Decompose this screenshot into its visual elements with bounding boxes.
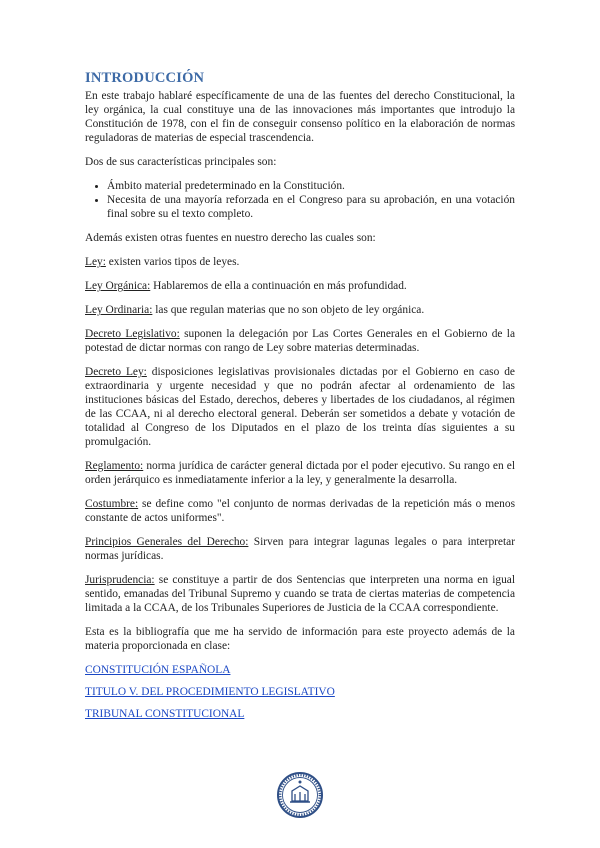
source-ley-ordinaria [85,303,515,317]
term-label: Ley: [85,256,106,268]
term-label: Costumbre: [85,498,139,510]
list-item: • Necesita de una mayoría reforzada en el Congreso para su aprobación, en una votación final sobre su el texto completo. [107,193,515,221]
link-constitucion-espanola[interactable]: CONSTITUCIÓN ESPAÑOLA [85,664,231,676]
term-definition: existen varios tipos de leyes. [105,256,240,268]
term-definition: se constituye a partir de dos Sentencias que interpreten una norma en igual sentido, emanadas del Tribunal Supremo y cuando se trata de ciertas materias de competencia limitada a la CCAA, de los Tribunales Superiores de Justicia de la CCAA correspondiente. [85,574,515,614]
source-costumbre [85,497,515,525]
link-titulo-v[interactable]: TITULO V. DEL PROCEDIMIENTO LEGISLATIVO [85,686,335,698]
source-decreto-ley [85,365,515,449]
term-definition: norma jurídica de carácter general dictada por el poder ejecutivo. Su rango en el orden jerárquico es inmediatamente inferior a la ley, y generalmente la desarrolla. [85,460,515,486]
source-reglamento [85,459,515,487]
source-decreto-legislativo [85,327,515,355]
term-label: Ley Ordinaria: [85,304,153,316]
term-definition: las que regulan materias que no son objeto de ley orgánica. [152,304,425,316]
term-definition: suponen la delegación por Las Cortes Generales en el Gobierno de la potestad de dictar normas con rango de Ley sobre materias determinadas. [85,328,515,354]
term-label: Decreto Ley: [85,366,147,378]
term-label: Reglamento: [85,460,144,472]
characteristics-list [85,179,515,221]
term-label: Jurisprudencia: [85,574,155,586]
source-jurisprudencia [85,573,515,615]
bibliography-intro: Esta es la bibliografía que me ha servido de información para este proyecto además de la materia proporcionada en clase: [85,626,515,652]
term-definition: se define como "el conjunto de normas derivadas de la repetición más o menos constante de actos uniformes". [85,498,515,524]
intro-paragraph: En este trabajo hablaré específicamente de una de las fuentes del derecho Constitucional, la ley orgánica, la cual constituye una de las innovaciones más importantes que introdujo la Constitución de 1978, con el fin de conseguir consenso político en la elaboración de normas reguladoras de materias de especial trascendencia. [85,90,515,144]
source-ley [85,255,515,269]
characteristics-heading: Dos de sus características principales son: [85,156,277,168]
document-page [85,70,515,729]
term-definition: disposiciones legislativas provisionales dictadas por el Gobierno en caso de extraordinaria y urgente necesidad y que no podrán afectar al ordenamiento de las instituciones básicas del Estado, derechos, deberes y libertades de los ciudadanos, al régimen de las CCAA, ni al derecho electoral general. Deberán ser sometidos a debate y votación de totalidad al Congreso de los Diputados en el plazo de los treinta días siguientes a su promulgación. [85,366,515,448]
link-tribunal-constitucional[interactable]: TRIBUNAL CONSTITUCIONAL [85,708,245,720]
university-seal-icon [276,771,324,819]
list-item: • Ámbito material predeterminado en la Constitución. [107,179,515,193]
term-label: Principios Generales del Derecho: [85,536,249,548]
page-title: INTRODUCCIÓN [85,70,205,86]
term-label: Ley Orgánica: [85,280,151,292]
term-definition: Hablaremos de ella a continuación en más profundidad. [150,280,407,292]
source-ley-organica [85,279,515,293]
term-definition: Sirven para integrar lagunas legales o para interpretar normas jurídicas. [85,536,515,562]
source-principios-generales [85,535,515,563]
term-label: Decreto Legislativo: [85,328,180,340]
sources-heading: Además existen otras fuentes en nuestro derecho las cuales son: [85,232,376,244]
